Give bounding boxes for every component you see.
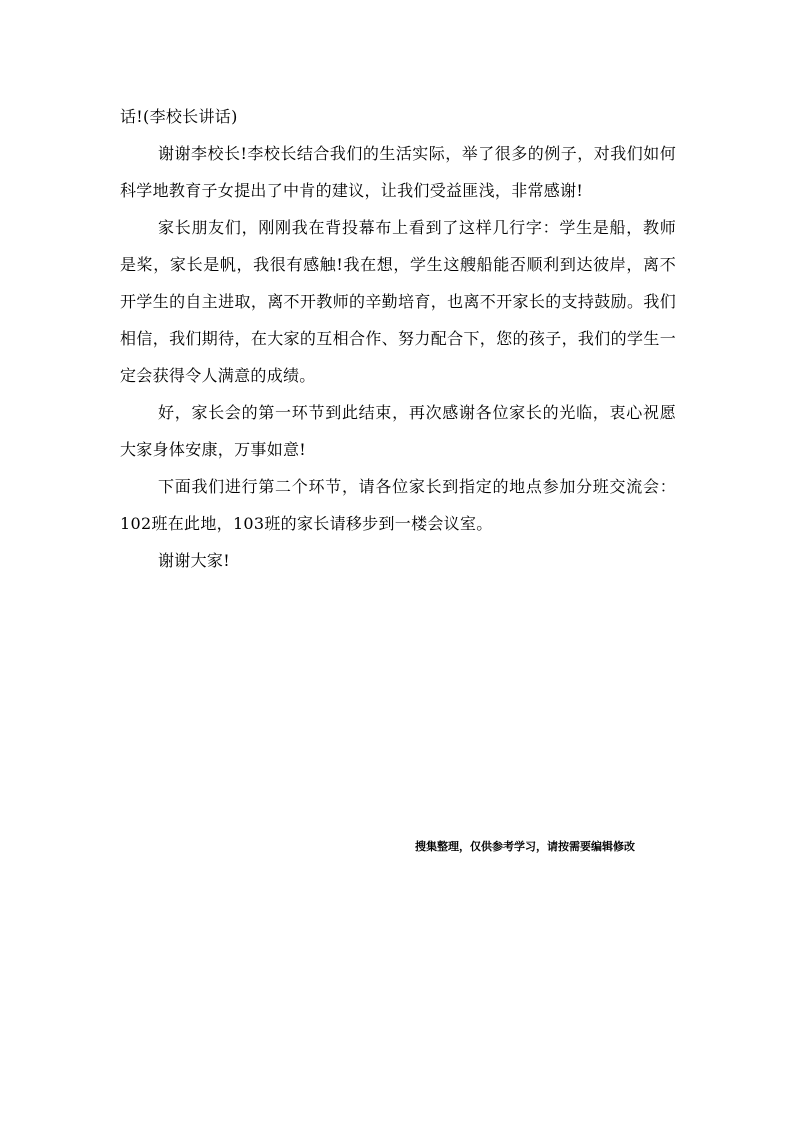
document-body bbox=[120, 98, 676, 579]
paragraph-first-session-end: 好，家长会的第一环节到此结束，再次感谢各位家长的光临，衷心祝愿大家身体安康，万事如意! bbox=[120, 403, 676, 459]
paragraph-speech-note: 话!(李校长讲话) bbox=[120, 107, 238, 126]
footer-note: 搜集整理，仅供参考学习，请按需要编辑修改 bbox=[415, 840, 635, 853]
paragraph-parents-friends: 家长朋友们，刚刚我在背投幕布上看到了这样几行字：学生是船，教师是桨，家长是帆，我很有感触!我在想，学生这艘船能否顺利到达彼岸，离不开学生的自主进取，离不开教师的辛勤培育，也离不开家长的支持鼓励。我们相信，我们期待，在大家的互相合作、努力配合下，您的孩子，我们的学生一定会获得令人满意的成绩。 bbox=[120, 218, 676, 385]
paragraph-closing-thanks: 谢谢大家! bbox=[158, 551, 230, 570]
paragraph-second-session: 下面我们进行第二个环节，请各位家长到指定的地点参加分班交流会：102班在此地，103班的家长请移步到一楼会议室。 bbox=[120, 477, 676, 533]
paragraph-thanks-principal: 谢谢李校长!李校长结合我们的生活实际，举了很多的例子，对我们如何科学地教育子女提出了中肯的建议，让我们受益匪浅，非常感谢! bbox=[120, 144, 676, 200]
